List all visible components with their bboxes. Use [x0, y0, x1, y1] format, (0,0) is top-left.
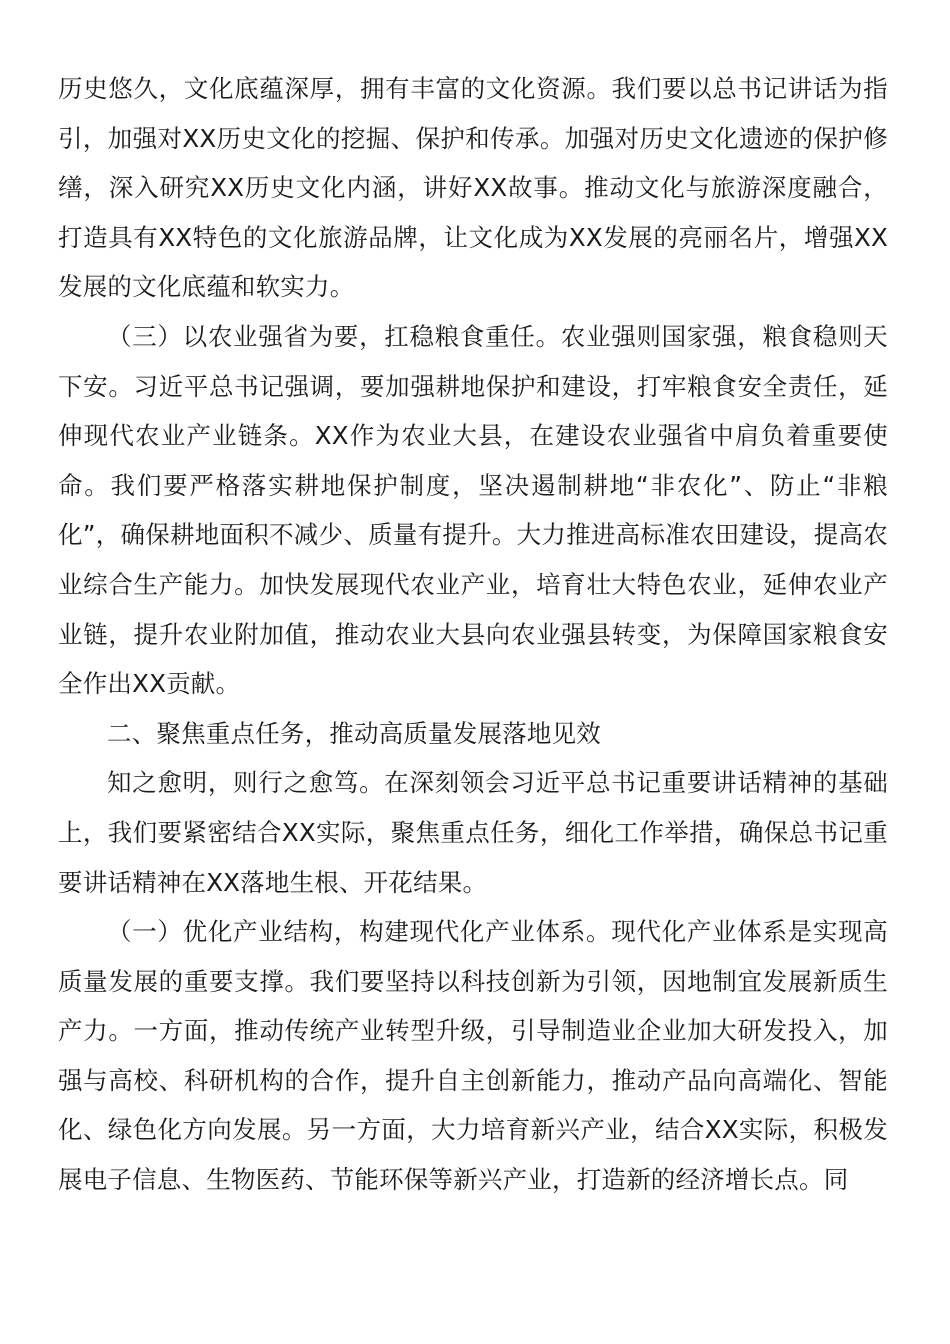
paragraph-cultural-heritage: 历史悠久，文化底蕴深厚，拥有丰富的文化资源。我们要以总书记讲话为指引，加强对XX历史文化的挖掘、保护和传承。加强对历史文化遗迹的保护修缮，深入研究XX历史文化内涵，讲好XX故事。推动文化与旅游深度融合，打造具有XX特色的文化旅游品牌，让文化成为XX发展的亮丽名片，增强XX发展的文化底蕴和软实力。	[58, 74, 888, 302]
paragraph-agriculture: （三）以农业强省为要，扛稳粮食重任。农业强则国家强，粮食稳则天下安。习近平总书记强调，要加强耕地保护和建设，打牢粮食安全责任，延伸现代农业产业链条。XX作为农业大县，在建设农业强省中肩负着重要使命。我们要严格落实耕地保护制度，坚决遏制耕地“非农化”、防止“非粮化”，确保耕地面积不减少、质量有提升。大力推进高标准农田建设，提高农业综合生产能力。加快发展现代农业产业，培育壮大特色农业，延伸农业产业链，提升农业附加值，推动农业大县向农业强县转变，为保障国家粮食安全作出XX贡献。	[58, 321, 888, 699]
paragraph-industry-structure: （一）优化产业结构，构建现代化产业体系。现代化产业体系是实现高质量发展的重要支撑。我们要坚持以科技创新为引领，因地制宜发展新质生产力。一方面，推动传统产业转型升级，引导制造业企业加大研发投入，加强与高校、科研机构的合作，提升自主创新能力，推动产品向高端化、智能化、绿色化方向发展。另一方面，大力培育新兴产业，结合XX实际，积极发展电子信息、生物医药、节能环保等新兴产业，打造新的经济增长点。同	[58, 917, 888, 1195]
section-heading-key-tasks: 二、聚焦重点任务，推动高质量发展落地见效	[107, 718, 601, 748]
document-page	[58, 64, 888, 1205]
paragraph-key-tasks-intro: 知之愈明，则行之愈笃。在深刻领会习近平总书记重要讲话精神的基础上，我们要紧密结合XX实际，聚焦重点任务，细化工作举措，确保总书记重要讲话精神在XX落地生根、开花结果。	[58, 768, 888, 897]
